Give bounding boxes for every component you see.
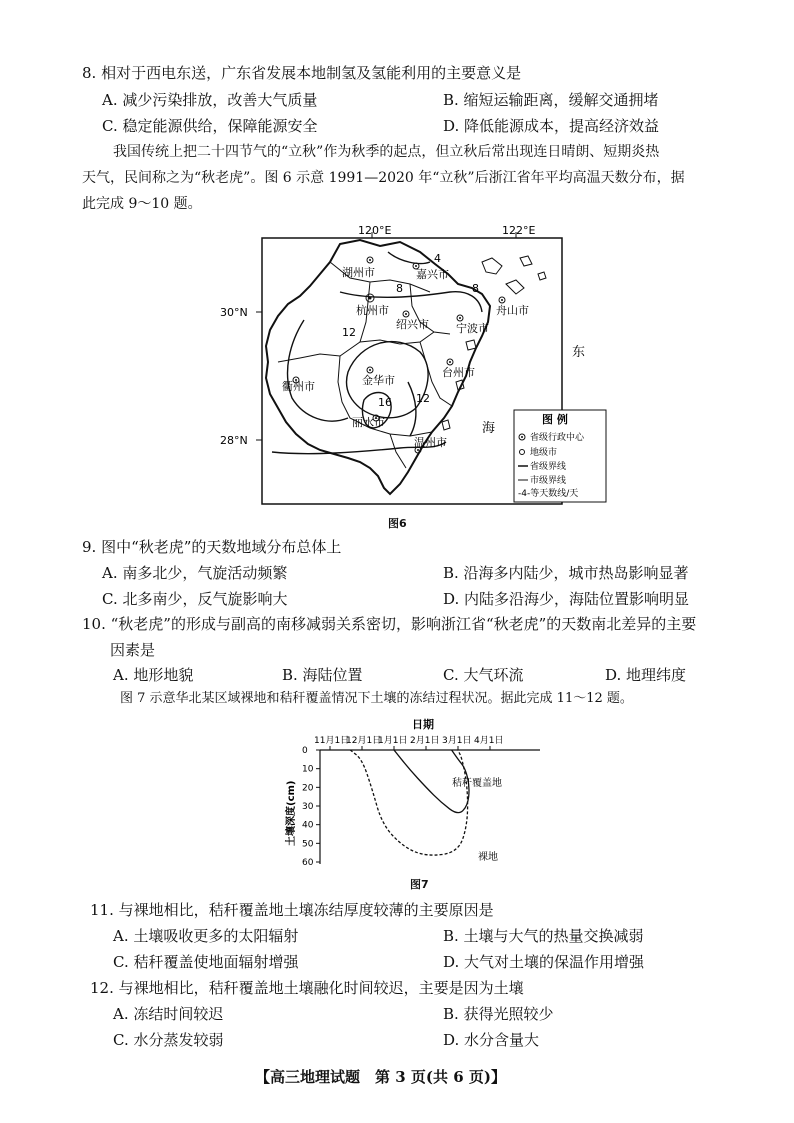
y-tick-label: 40 [302,820,314,831]
series-line-bare [350,750,467,855]
legend-isoline: -4-等天数线/天 [518,489,579,499]
svg-text:丽水市: 丽水市 [352,416,385,429]
q12-option-c: C. 水分蒸发较弱 [113,1031,224,1049]
q10-option-b: B. 海陆位置 [282,666,363,684]
legend-provincial-boundary: 省级界线 [530,462,567,472]
lon-label-120: 120°E [358,224,392,237]
map-legend [514,410,606,502]
lat-label-30: 30°N [220,306,248,319]
q9-option-d: D. 内陆多沿海少，海陆位置影响明显 [443,590,690,608]
y-tick-label: 0 [302,746,308,756]
city-lishui [352,415,385,429]
lat-label-28: 28°N [220,434,248,447]
q9-option-c: C. 北多南少，反气旋影响大 [102,590,288,608]
q12-option-b: B. 获得光照较少 [443,1005,554,1023]
svg-text:舟山市: 舟山市 [496,304,529,317]
y-tick-label: 10 [302,764,314,775]
svg-text:温州市: 温州市 [414,436,447,449]
q10-stem-line2: 因素是 [110,641,156,659]
q9-stem: 9. 图中“秋老虎”的天数地域分布总体上 [82,538,342,556]
q8-stem: 8. 相对于西电东送，广东省发展本地制氢及氢能利用的主要意义是 [82,64,522,82]
x-tick-label: 12月1日 [346,736,382,746]
isoline-label-12-west: 12 [342,326,356,339]
svg-text:金华市: 金华市 [362,374,395,387]
y-axis-label: 土壤深度(cm) [286,780,297,846]
q11-option-d: D. 大气对土壤的保温作用增强 [443,953,645,971]
isoline-label-8-north: 8 [396,282,403,295]
y-tick-label: 50 [302,839,314,850]
x-tick-label: 11月1日 [314,736,350,746]
isoline-label-8-east: 8 [472,282,479,295]
legend-provincial-center: 省级行政中心 [530,433,585,443]
q12-stem: 12. 与裸地相比，秸秆覆盖地土壤融化时间较迟，主要是因为土壤 [90,979,524,997]
sea-label-hai: 海 [482,421,496,436]
q10-option-c: C. 大气环流 [443,666,524,684]
intro-paragraph-line3: 此完成 9～10 题。 [82,196,202,212]
legend-city-boundary: 市级界线 [530,476,567,486]
q11-option-c: C. 秸秆覆盖使地面辐射增强 [113,953,299,971]
svg-text:宁波市: 宁波市 [456,322,489,335]
q11-option-a: A. 土壤吸收更多的太阳辐射 [113,927,299,945]
intro2-paragraph: 图 7 示意华北某区域裸地和秸秆覆盖情况下土壤的冻结过程状况。据此完成 11～12 题。 [120,691,633,706]
q8-option-d: D. 降低能源成本，提高经济效益 [443,117,660,135]
x-tick-label: 3月1日 [442,736,472,746]
q9-option-a: A. 南多北少，气旋活动频繁 [102,564,288,582]
svg-text:台州市: 台州市 [442,366,475,379]
sea-label-dong: 东 [572,345,586,360]
q8-option-b: B. 缩短运输距离，缓解交通拥堵 [443,91,659,109]
legend-title: 图 例 [542,413,568,426]
figure6-caption: 图6 [388,517,407,530]
series-label-bare: 裸地 [478,852,498,863]
svg-text:绍兴市: 绍兴市 [396,318,429,331]
intro-paragraph-line2: 天气，民间称之为“秋老虎”。图 6 示意 1991—2020 年“立秋”后浙江省年平均高温天数分布，据 [82,170,685,186]
q8-option-c: C. 稳定能源供给，保障能源安全 [102,117,318,135]
y-tick-label: 20 [302,783,314,794]
q9-option-b: B. 沿海多内陆少，城市热岛影响显著 [443,564,689,582]
x-tick-label: 4月1日 [474,736,504,746]
x-tick-label: 2月1日 [410,736,440,746]
q11-stem: 11. 与裸地相比，秸秆覆盖地土壤冻结厚度较薄的主要原因是 [90,901,494,919]
city-quzhou [282,377,315,393]
svg-text:杭州市: 杭州市 [356,304,389,317]
intro-paragraph-line1: 我国传统上把二十四节气的“立秋”作为秋季的起点，但立秋后常出现连日晴朗、短期炎热 [113,144,660,160]
x-tick-label: 1月1日 [378,736,408,746]
q8-option-a: A. 减少污染排放，改善大气质量 [102,91,318,109]
figure7-caption: 图7 [410,878,429,891]
svg-text:嘉兴市: 嘉兴市 [416,268,449,281]
svg-text:湖州市: 湖州市 [342,266,375,279]
y-tick-label: 30 [302,802,314,812]
page-footer: 【高三地理试题 第 3 页(共 6 页)】 [255,1068,506,1086]
lon-label-122: 122°E [502,224,536,237]
svg-text:衢州市: 衢州市 [282,380,315,393]
q10-stem-line1: 10. “秋老虎”的形成与副高的南移减弱关系密切，影响浙江省“秋老虎”的天数南北差异的主要 [82,615,697,633]
q12-option-d: D. 水分含量大 [443,1031,540,1049]
legend-prefecture-city: 地级市 [530,448,558,458]
figure7-chart [280,716,560,876]
q10-option-a: A. 地形地貌 [113,666,194,684]
q10-option-d: D. 地理纬度 [605,666,687,684]
y-tick-label: 60 [302,858,314,868]
isoline-label-4: 4 [434,252,441,265]
isoline-label-12-east: 12 [416,392,430,405]
figure6-map [220,222,586,512]
series-label-straw: 秸秆覆盖地 [452,778,502,789]
q12-option-a: A. 冻结时间较迟 [113,1005,224,1023]
isoline-label-16: 16 [378,396,392,409]
q11-option-b: B. 土壤与大气的热量交换减弱 [443,927,644,945]
chart-title: 日期 [412,718,434,731]
